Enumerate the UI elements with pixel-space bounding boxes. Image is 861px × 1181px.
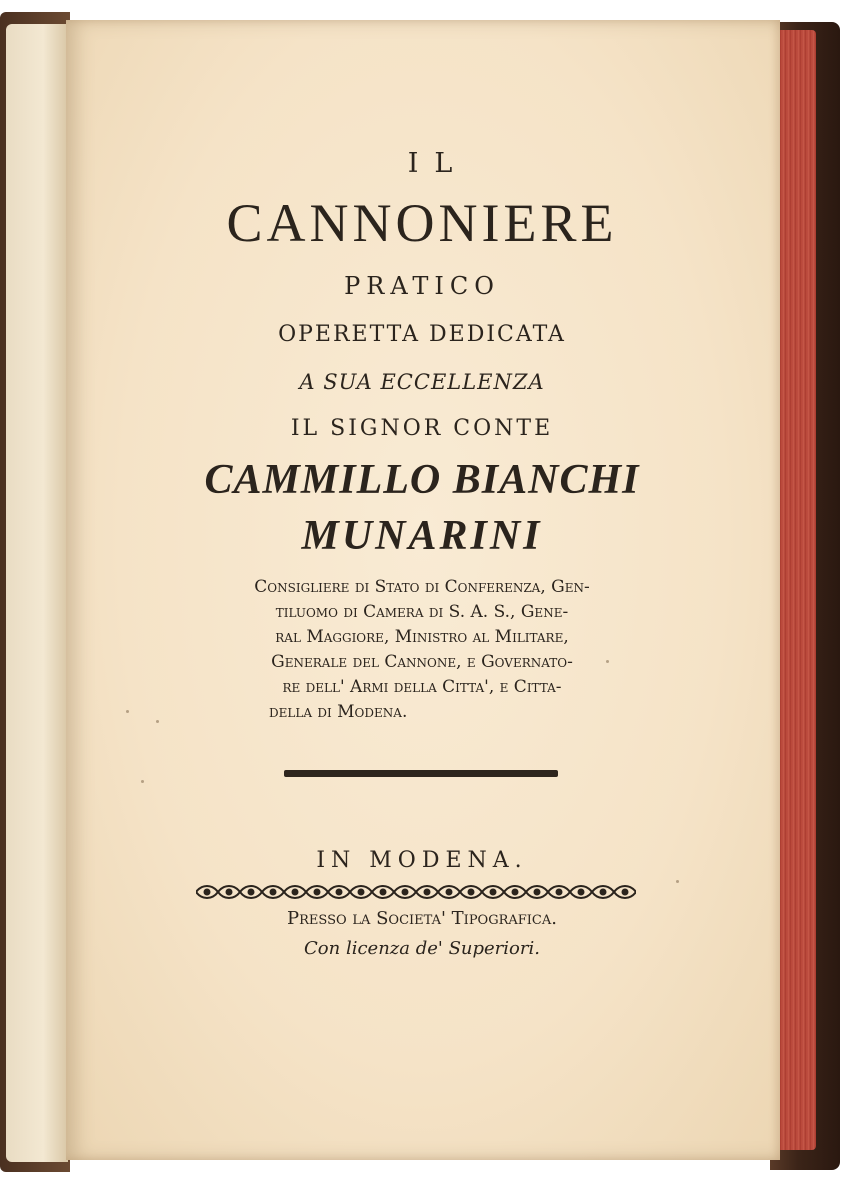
dedicatee-titles-line: re dell' Armi della Citta', e Citta-	[282, 677, 562, 697]
title-line-pratico: PRATICO	[344, 272, 500, 300]
dedication-sua-eccellenza: A SUA ECCELLENZA	[299, 370, 545, 394]
dedicatee-titles-line: della di Modena.	[269, 702, 408, 722]
dedicatee-titles-line: tiluomo di Camera di S. A. S., Gene-	[275, 602, 569, 622]
title-page	[66, 20, 780, 1160]
imprint-place: IN MODENA.	[316, 848, 528, 873]
subtitle-operetta: OPERETTA DEDICATA	[278, 322, 566, 347]
left-page-leaf	[6, 24, 68, 1162]
imprint-license: Con licenza de' Superiori.	[304, 938, 540, 959]
horizontal-rule	[284, 770, 558, 777]
dedicatee-titles-line: Consigliere di Stato di Conferenza, Gen-	[254, 577, 590, 597]
dedication-signor-conte: IL SIGNOR CONTE	[290, 416, 554, 441]
title-line-cannoniere: CANNONIERE	[226, 193, 618, 253]
dedicatee-name-line2: MUNARINI	[301, 513, 543, 559]
ornamental-border	[196, 883, 636, 901]
dedicatee-name-line1: CAMMILLO BIANCHI	[204, 457, 640, 503]
dedicatee-titles-line: ral Maggiore, Ministro al Militare,	[275, 627, 569, 647]
imprint-printer: Presso la Societa' Tipografica.	[287, 908, 557, 929]
dedicatee-titles-line: Generale del Cannone, e Governato-	[271, 652, 573, 672]
title-line-il: IL	[407, 148, 469, 179]
